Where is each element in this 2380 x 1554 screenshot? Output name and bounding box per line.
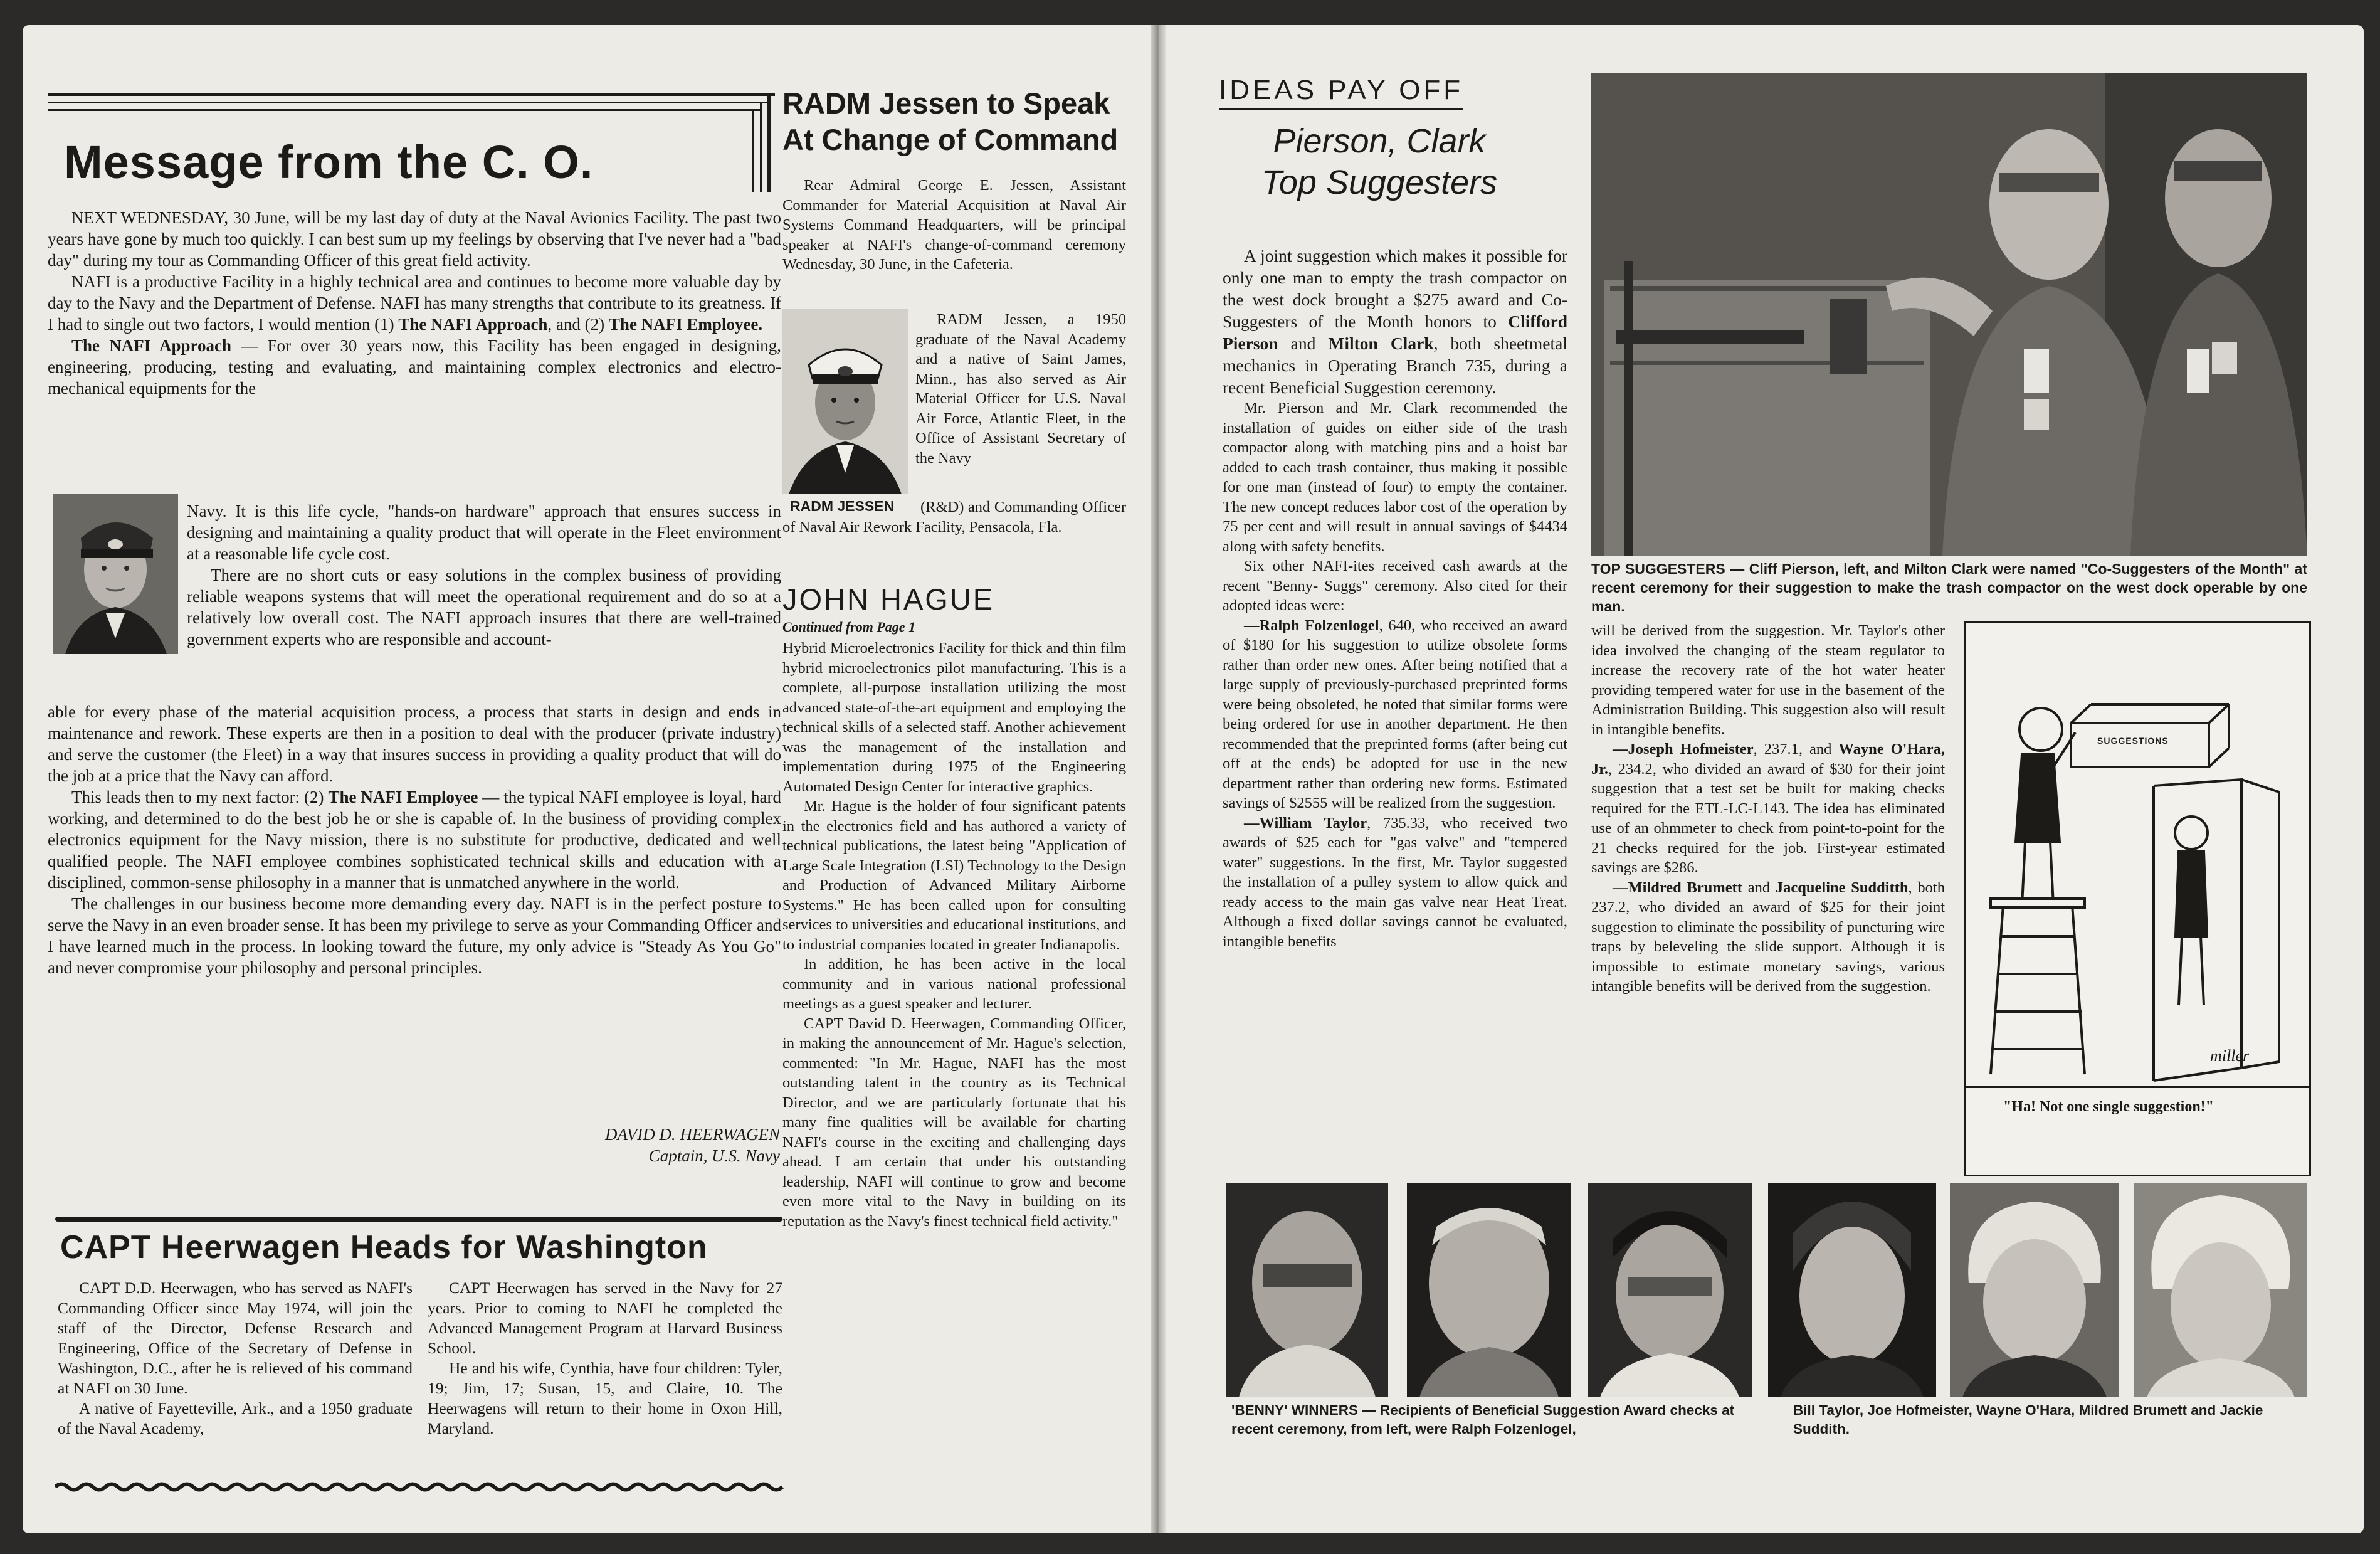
ideas-column-1 bbox=[1223, 245, 1567, 951]
co-paragraph-4: There are no short cuts or easy solutions in the complex business of providing reliable weapons systems that will meet the operational requirement and do so at a relatively low overall cost. The NAFI approach insures that there are well-trained government experts who are responsible and account- bbox=[187, 566, 781, 648]
co-paragraph-3: The NAFI Approach — For over 30 years now, this Facility has been engaged in designing, engineering, producing, testing and evaluating, and maintaining complex electronics and electro-mechanical equipments for the bbox=[48, 336, 781, 398]
benny-caption-left: 'BENNY' WINNERS — Recipients of Beneficial Suggestion Award checks at recent ceremony, from left, were Ralph Folzenlogel, bbox=[1231, 1402, 1735, 1437]
portrait-wayne-ohara bbox=[1768, 1183, 1936, 1397]
hague-title: JOHN HAGUE bbox=[782, 583, 995, 616]
co-message-title: Message from the C. O. bbox=[64, 136, 594, 188]
cartoon-box-label: SUGGESTIONS bbox=[2097, 736, 2169, 746]
cartoon-caption: "Ha! Not one single suggestion!" bbox=[2003, 1099, 2214, 1115]
portrait-mildred-brumett bbox=[1950, 1183, 2119, 1397]
ideas-column-2 bbox=[1591, 621, 1945, 996]
co-paragraph-1: NEXT WEDNESDAY, 30 June, will be my last day of duty at the Naval Avionics Facility. The past two years have gone by much too quickly. I can best sum up my feelings by observing that I've never had a "bad day" during my tour as Commanding Officer of this great field activity. bbox=[48, 208, 781, 270]
ideas-paragraph-8: —Mildred Brumett and Jacqueline Sudditth, both 237.2, who divided an award of $25 for their joint suggestion to eliminate the possibility of puncturing wire traps by beleveling the slide support. Although it is impossible to estimate monetary savings, various intangible benefits will be derived from the suggestion. bbox=[1591, 879, 1945, 995]
ideas-kicker: IDEAS PAY OFF bbox=[1219, 74, 1463, 110]
page-gutter bbox=[1151, 25, 1166, 1533]
co-paragraph-4-cont: able for every phase of the material acquisition process, a process that starts in design and ends in maintenance and rework. These experts are then in a position to deal with the producer (private industry) and serve the customer (the Fleet) in a way that insures success in providing a quality product that will do the job at a price that the Navy can afford. bbox=[48, 702, 781, 785]
jessen-bio: RADM Jessen, a 1950 graduate of the Naval Academy and a native of Saint James, Minn., has also served as Air Material Officer for U.S. Naval Air Force, Atlantic Fleet, in the Office of Assistant Secretary of the Navy bbox=[915, 311, 1126, 467]
jessen-intro: Rear Admiral George E. Jessen, Assistant Commander for Material Acquisition at Naval Air Systems Command Headquarters, will be principal speaker at NAFI's change-of-command ceremony Wednesday, 30 June, in the Cafeteria. bbox=[782, 177, 1126, 273]
top-suggesters-photo bbox=[1591, 73, 2307, 556]
ideas-paragraph-3: Six other NAFI-ites received cash awards at the recent "Benny- Suggs" ceremony. Also cited for their adopted ideas were: bbox=[1223, 558, 1567, 614]
co-signature bbox=[461, 1124, 780, 1166]
portrait-jackie-suddith bbox=[2134, 1183, 2307, 1397]
signature-title: Captain, U.S. Navy bbox=[648, 1146, 780, 1165]
co-paragraph-2: NAFI is a productive Facility in a highly technical area and continues to become more valuable day by day to the Navy and the Department of Defense. NAFI has many strengths that contribute to its greatness. If I had to single out two factors, I would mention (1) The NAFI Approach, and (2) The NAFI Employee. bbox=[48, 272, 781, 334]
co-message-body-bottom bbox=[48, 701, 781, 978]
benny-caption-right: Bill Taylor, Joe Hofmeister, Wayne O'Hara, Mildred Brumett and Jackie Suddith. bbox=[1793, 1402, 2263, 1437]
co-message-body-wrap bbox=[187, 500, 781, 650]
jessen-photo-label: RADM JESSEN bbox=[790, 498, 895, 514]
portrait-joe-hofmeister bbox=[1588, 1183, 1752, 1397]
portrait-ralph-folzenlogel bbox=[1226, 1183, 1388, 1397]
cartoon-drawing bbox=[1966, 623, 2309, 1175]
capt-column-2: CAPT Heerwagen has served in the Navy for 27 years. Prior to coming to NAFI he completed the Advanced Management Program at Harvard Business School. He and his wife, Cynthia, have four children: Tyler, 19; Jim, 17; Susan, 15, and Claire, 10. The Heerwagens will return to their home in Oxon Hill, Maryland. bbox=[428, 1279, 782, 1437]
captain-heerwagen-photo bbox=[53, 494, 178, 654]
signature-name: DAVID D. HEERWAGEN bbox=[605, 1125, 780, 1144]
left-page bbox=[23, 25, 1151, 1533]
ideas-paragraph-2: Mr. Pierson and Mr. Clark recommended the installation of guides on either side of the trash compactor along with matching pins and a hoist bar added to each trash container, thus making it possible for one man (instead of four) to empty the container. The new concept reduces labor cost of the operation by 75 per cent and will result in annual savings of $4434 along with safety benefits. bbox=[1223, 399, 1567, 555]
co-paragraph-3-cont: Navy. It is this life cycle, "hands-on hardware" approach that ensures success in designing and maintaining a quality product that will operate in the Fleet environment at a reasonable life cycle cost. bbox=[187, 502, 781, 563]
ideas-paragraph-6: will be derived from the suggestion. Mr. Taylor's other idea involved the changing of the steam regulator to increase the recovery rate of the hot water heater providing tempered water for use in the basement of the Administration Building. This suggestion also will result in intangible benefits. bbox=[1591, 622, 1945, 738]
radm-jessen-photo bbox=[782, 309, 908, 494]
suggestion-cartoon bbox=[1964, 621, 2311, 1176]
co-message-body-top bbox=[48, 207, 781, 399]
ideas-paragraph-5: —William Taylor, 735.33, who received two awards of $25 each for "gas valve" and "tempered water" suggestions. In the first, Mr. Taylor suggested the installation of a pulley system to allow quick and ready access to the main gas valve near Heat Treat. Although a fixed dollar savings cannot be evaluated, intangible benefits bbox=[1223, 814, 1568, 950]
capt-top-rule bbox=[55, 1217, 782, 1222]
right-page bbox=[1166, 25, 2364, 1533]
top-suggesters-caption: TOP SUGGESTERS — Cliff Pierson, left, and Milton Clark were named "Co-Suggesters of the Month" at recent ceremony for their suggestion to make the trash compactor on the west dock operable by one man. bbox=[1591, 561, 2307, 615]
ideas-paragraph-1: A joint suggestion which makes it possible for only one man to empty the trash compactor on the west dock brought a $275 award and Co-Suggesters of the Month honors to Clifford Pierson and Milton Clark, both sheetmetal mechanics in Operating Branch 735, during a recent Beneficial Suggestion ceremony. bbox=[1223, 246, 1567, 397]
capt-title: CAPT Heerwagen Heads for Washington bbox=[60, 1229, 708, 1266]
hague-continued: Continued from Page 1 bbox=[782, 619, 916, 635]
ideas-paragraph-7: —Joseph Hofmeister, 237.1, and Wayne O'Hara, Jr., 234.2, who divided an award of $30 for their joint suggestion that a test set be built for making checks required for the ETL-LC-L143. The idea has eliminated use of an ohmmeter to check from point-to-point for the 21 checks required for the job. First-year estimated savings are $286. bbox=[1591, 741, 1945, 876]
jessen-bio-cont: (R&D) and Commanding Officer of Naval Air Rework Facility, Pensacola, Fla. bbox=[782, 499, 1126, 536]
co-paragraph-6: The challenges in our business become more demanding every day. NAFI is in the perfect posture to serve the Navy in an even broader sense. It has been my privilege to serve as your Commanding Officer and I have learned much in the process. In looking toward the future, my only advice is "Steady As You Go" and never compromise your philosophy and personal principles. bbox=[48, 894, 781, 977]
jessen-title: RADM Jessen to Speak At Change of Command bbox=[782, 87, 1119, 156]
portrait-bill-taylor bbox=[1407, 1183, 1571, 1397]
co-paragraph-5: This leads then to my next factor: (2) The NAFI Employee — the typical NAFI employee is loyal, hard working, and determined to do the best job he or she is capable of. In the business of providing complex electronics equipment for the Navy mission, there is no substitute for productive, dedicated and well qualified people. The NAFI employee combines sophisticated technical skills and education with a disciplined, common-sense philosophy in a manner that is unmatched anywhere in the world. bbox=[48, 788, 782, 892]
ideas-paragraph-4: —Ralph Folzenlogel, 640, who received an award of $180 for his suggestion to utilize obsolete forms rather than order new ones. After being notified that a large supply of previously-purchased preprinted forms were being obsoleted, he noted that similar forms were being ordered for use in another department. He then recommended that the preprinted forms (after being cut off at the ends) be adopted for use in the new department rather than ordering new forms. Estimated savings of $2555 will be realized from the suggestion. bbox=[1223, 616, 1568, 811]
cartoon-signature: miller bbox=[2210, 1047, 2250, 1065]
ideas-headline: Pierson, Clark Top Suggesters bbox=[1261, 122, 1498, 201]
capt-column-1: CAPT D.D. Heerwagen, who has served as NAFI's Commanding Officer since May 1974, will join the staff of the Director, Defense Research and Engineering, Office of the Secretary of Defense in Washington, D.C., after he is relieved of his command at NAFI on 30 June. A native of Fayetteville, Ark., and a 1950 graduate of the Naval Academy, bbox=[58, 1279, 413, 1437]
hague-body: Hybrid Microelectronics Facility for thick and thin film hybrid microelectronics pilot manufacturing. This is a complete, all-purpose installation utilizing the most advanced state-of-the-art equipment and employing the technical skills of a selected staff. Another achievement was the management of the installation and implementation during 1975 of the Engineering Automated Design Center for interactive graphics. Mr. Hague is the holder of four significant patents in the electronics field and has authored a variety of technical publications, the latest being "Application of Large Scale Integration (LSI) Technology to the Design and Production of Advanced Military Airborne Systems." He has been called upon for consulting services to universities and educational institutions, and to industrial companies located in greater Indianapolis. In addition, he has been active in the local community and in various national professional meetings as a guest speaker and lecturer. CAPT David D. Heerwagen, Commanding Officer, in making the announcement of Mr. Hague's selection, commented: "In Mr. Hague, NAFI has the most outstanding talent in the country as its Technical Director, and we are particularly fortunate that his many fine qualities will be available for charting NAFI's course in the exciting and challenging days ahead. I am certain that under his outstanding leadership, NAFI will continue to grow and become even more vital to the Navy in building on its reputation as the Navy's finest technical field activity." bbox=[782, 640, 1126, 1230]
capt-bottom-wavy-rule bbox=[55, 1480, 789, 1494]
